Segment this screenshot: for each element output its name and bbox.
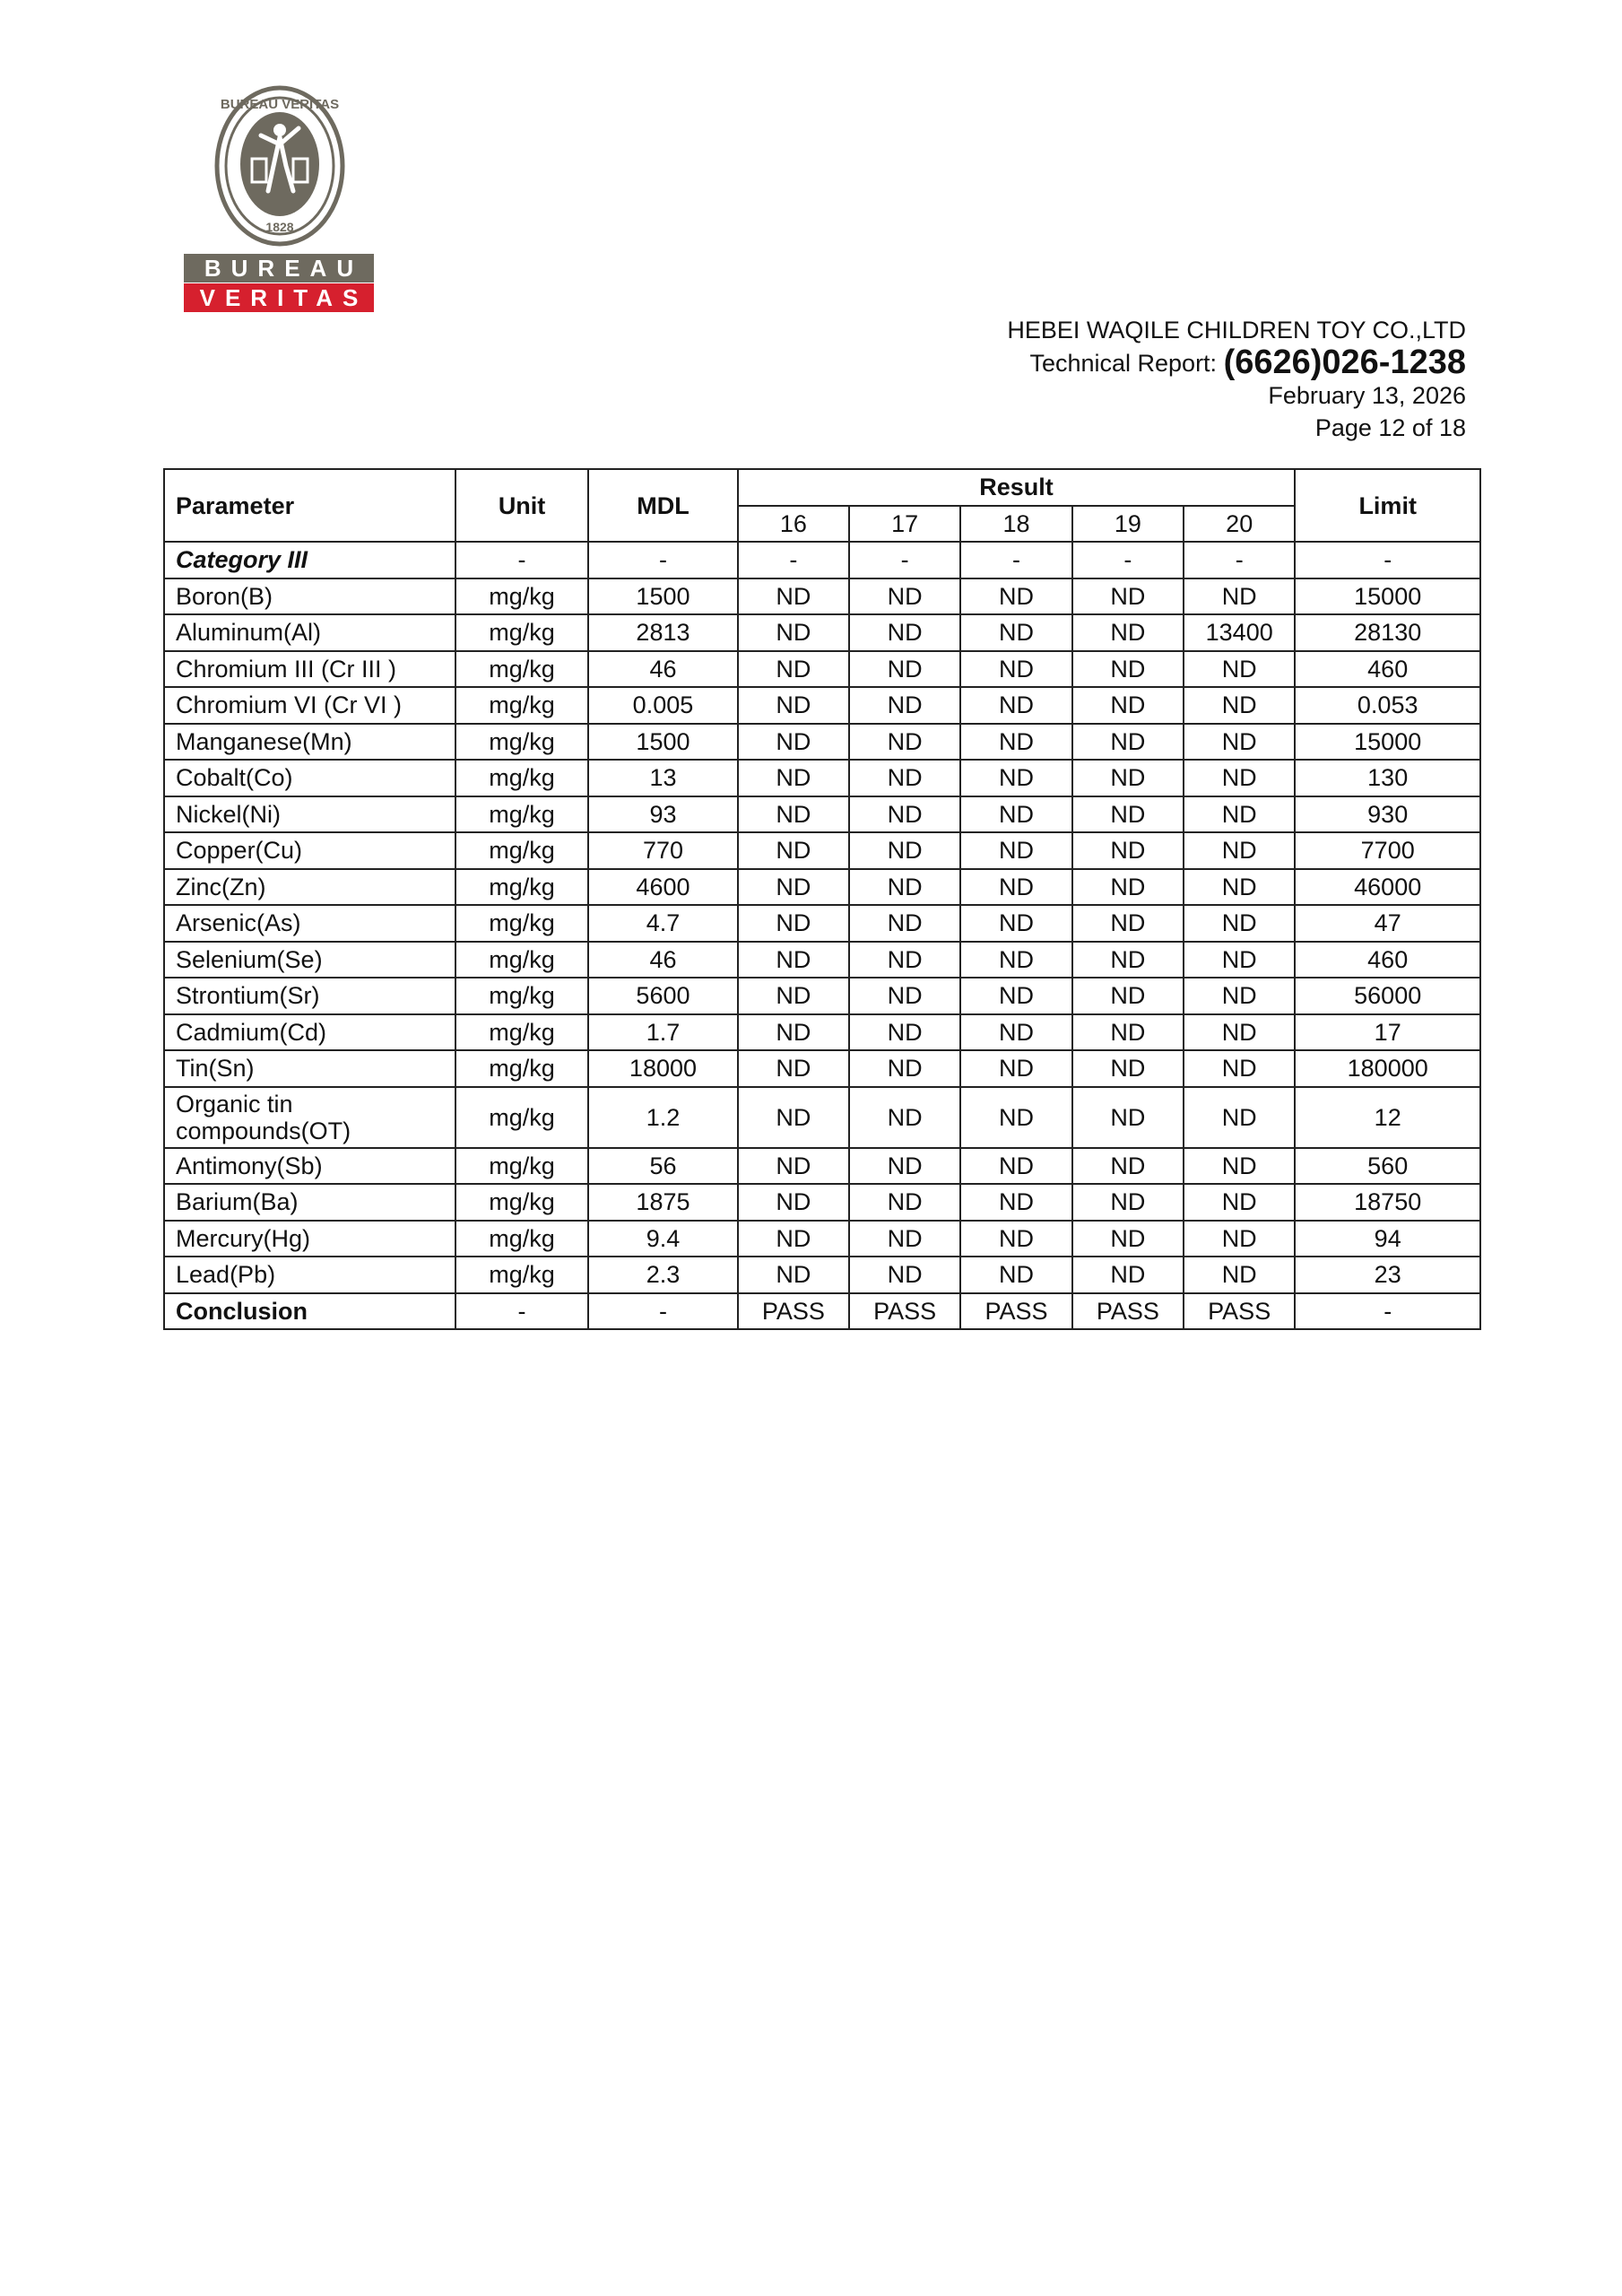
- result-cell: ND: [738, 1184, 849, 1221]
- result-cell: 13400: [1184, 614, 1295, 651]
- result-cell: ND: [738, 796, 849, 833]
- result-cell: ND: [960, 942, 1071, 978]
- parameter-cell: Antimony(Sb): [164, 1148, 455, 1185]
- mdl-cell: 1875: [588, 1184, 737, 1221]
- result-cell: ND: [738, 905, 849, 942]
- header-sample-17: 17: [849, 506, 960, 543]
- table-row: [164, 1014, 1480, 1051]
- result-cell: -: [738, 542, 849, 578]
- report-line: [1007, 346, 1466, 379]
- result-cell: ND: [1072, 1050, 1184, 1087]
- result-cell: ND: [738, 978, 849, 1014]
- parameter-cell: Manganese(Mn): [164, 724, 455, 761]
- result-cell: ND: [1184, 832, 1295, 869]
- header-sample-18: 18: [960, 506, 1071, 543]
- result-cell: ND: [1072, 1087, 1184, 1148]
- result-cell: ND: [960, 869, 1071, 906]
- parameter-cell: Aluminum(Al): [164, 614, 455, 651]
- result-cell: ND: [1184, 942, 1295, 978]
- result-cell: ND: [960, 832, 1071, 869]
- result-cell: PASS: [1184, 1293, 1295, 1330]
- unit-cell: mg/kg: [455, 1221, 588, 1257]
- table-row: [164, 796, 1480, 833]
- table-row: [164, 1293, 1480, 1330]
- table-row: [164, 760, 1480, 796]
- report-number: (6626)026-1238: [1223, 344, 1466, 381]
- result-cell: ND: [960, 1014, 1071, 1051]
- result-cell: ND: [849, 760, 960, 796]
- result-cell: ND: [1184, 1257, 1295, 1293]
- mdl-cell: 18000: [588, 1050, 737, 1087]
- parameter-cell: Chromium III (Cr III ): [164, 651, 455, 688]
- result-cell: ND: [1184, 1221, 1295, 1257]
- result-cell: ND: [960, 1050, 1071, 1087]
- mdl-cell: -: [588, 542, 737, 578]
- unit-cell: mg/kg: [455, 905, 588, 942]
- result-cell: ND: [1072, 1221, 1184, 1257]
- header-mdl: MDL: [588, 469, 737, 542]
- result-cell: ND: [849, 978, 960, 1014]
- result-cell: ND: [738, 869, 849, 906]
- table-row: [164, 614, 1480, 651]
- parameter-cell: Copper(Cu): [164, 832, 455, 869]
- unit-cell: mg/kg: [455, 1087, 588, 1148]
- result-cell: ND: [1072, 942, 1184, 978]
- parameter-cell: Strontium(Sr): [164, 978, 455, 1014]
- result-cell: ND: [1072, 687, 1184, 724]
- result-cell: ND: [1184, 1014, 1295, 1051]
- limit-cell: 180000: [1295, 1050, 1480, 1087]
- result-cell: ND: [738, 1014, 849, 1051]
- result-cell: ND: [960, 796, 1071, 833]
- result-cell: ND: [1072, 796, 1184, 833]
- unit-cell: mg/kg: [455, 1184, 588, 1221]
- unit-cell: mg/kg: [455, 760, 588, 796]
- report-header: [1007, 314, 1466, 444]
- limit-cell: 12: [1295, 1087, 1480, 1148]
- result-cell: ND: [738, 1221, 849, 1257]
- mdl-cell: 4.7: [588, 905, 737, 942]
- result-cell: ND: [849, 578, 960, 615]
- mdl-cell: 13: [588, 760, 737, 796]
- header-parameter: Parameter: [164, 469, 455, 542]
- result-cell: ND: [960, 1148, 1071, 1185]
- limit-cell: 56000: [1295, 978, 1480, 1014]
- unit-cell: mg/kg: [455, 942, 588, 978]
- result-cell: ND: [738, 832, 849, 869]
- mdl-cell: 9.4: [588, 1221, 737, 1257]
- bureau-veritas-logo: [184, 85, 374, 312]
- limit-cell: 46000: [1295, 869, 1480, 906]
- unit-cell: mg/kg: [455, 614, 588, 651]
- result-cell: -: [960, 542, 1071, 578]
- bureau-veritas-seal-icon: [214, 85, 345, 247]
- table-row: [164, 542, 1480, 578]
- result-cell: ND: [738, 1148, 849, 1185]
- header-limit: Limit: [1295, 469, 1480, 542]
- table-row: [164, 869, 1480, 906]
- result-cell: ND: [960, 687, 1071, 724]
- result-cell: ND: [960, 614, 1071, 651]
- result-cell: -: [849, 542, 960, 578]
- limit-cell: 0.053: [1295, 687, 1480, 724]
- result-cell: PASS: [849, 1293, 960, 1330]
- report-label: Technical Report:: [1029, 350, 1224, 377]
- table-row: [164, 832, 1480, 869]
- report-date: February 13, 2026: [1268, 382, 1466, 409]
- result-cell: ND: [1072, 1184, 1184, 1221]
- result-cell: ND: [738, 687, 849, 724]
- header-sample-20: 20: [1184, 506, 1295, 543]
- result-cell: ND: [960, 651, 1071, 688]
- limit-cell: 930: [1295, 796, 1480, 833]
- parameter-cell: Organic tin compounds(OT): [164, 1087, 455, 1148]
- header-sample-16: 16: [738, 506, 849, 543]
- table-row: [164, 942, 1480, 978]
- result-cell: ND: [849, 905, 960, 942]
- parameter-cell: Conclusion: [164, 1293, 455, 1330]
- result-cell: ND: [849, 724, 960, 761]
- limit-cell: 94: [1295, 1221, 1480, 1257]
- unit-cell: -: [455, 542, 588, 578]
- table-row: [164, 687, 1480, 724]
- result-cell: ND: [738, 942, 849, 978]
- mdl-cell: 56: [588, 1148, 737, 1185]
- result-cell: ND: [849, 1148, 960, 1185]
- result-cell: ND: [738, 1087, 849, 1148]
- unit-cell: mg/kg: [455, 796, 588, 833]
- result-cell: ND: [1184, 687, 1295, 724]
- result-cell: ND: [849, 1050, 960, 1087]
- seal-top-text: BUREAU VERITAS: [220, 97, 340, 112]
- result-cell: ND: [1072, 1148, 1184, 1185]
- result-cell: PASS: [738, 1293, 849, 1330]
- limit-cell: 18750: [1295, 1184, 1480, 1221]
- table-row: [164, 1148, 1480, 1185]
- parameter-cell: Tin(Sn): [164, 1050, 455, 1087]
- result-cell: ND: [1072, 760, 1184, 796]
- result-cell: ND: [738, 614, 849, 651]
- result-cell: ND: [849, 1221, 960, 1257]
- parameter-cell: Cadmium(Cd): [164, 1014, 455, 1051]
- seal-year: 1828: [265, 220, 294, 234]
- result-cell: ND: [1184, 978, 1295, 1014]
- result-cell: ND: [1184, 905, 1295, 942]
- result-cell: ND: [1072, 1257, 1184, 1293]
- result-cell: ND: [1184, 1087, 1295, 1148]
- result-cell: ND: [1184, 869, 1295, 906]
- result-cell: ND: [1184, 1184, 1295, 1221]
- limit-cell: 460: [1295, 651, 1480, 688]
- limit-cell: 23: [1295, 1257, 1480, 1293]
- result-cell: ND: [960, 760, 1071, 796]
- header-unit: Unit: [455, 469, 588, 542]
- result-cell: ND: [738, 760, 849, 796]
- result-cell: ND: [960, 1221, 1071, 1257]
- results-table-body: [164, 542, 1480, 1329]
- mdl-cell: 0.005: [588, 687, 737, 724]
- parameter-cell: Boron(B): [164, 578, 455, 615]
- result-cell: ND: [1072, 905, 1184, 942]
- parameter-cell: Mercury(Hg): [164, 1221, 455, 1257]
- unit-cell: mg/kg: [455, 869, 588, 906]
- result-cell: ND: [738, 651, 849, 688]
- company-name: HEBEI WAQILE CHILDREN TOY CO.,LTD: [1007, 317, 1466, 344]
- limit-cell: 15000: [1295, 724, 1480, 761]
- limit-cell: -: [1295, 542, 1480, 578]
- result-cell: ND: [1184, 724, 1295, 761]
- limit-cell: 15000: [1295, 578, 1480, 615]
- result-cell: ND: [1184, 651, 1295, 688]
- parameter-cell: Arsenic(As): [164, 905, 455, 942]
- logo-word-bottom: VERITAS: [184, 283, 374, 312]
- result-cell: ND: [849, 832, 960, 869]
- mdl-cell: 1.7: [588, 1014, 737, 1051]
- result-cell: ND: [1072, 578, 1184, 615]
- result-cell: ND: [1072, 1014, 1184, 1051]
- unit-cell: mg/kg: [455, 1148, 588, 1185]
- result-cell: ND: [1072, 832, 1184, 869]
- parameter-cell: Category III: [164, 542, 455, 578]
- limit-cell: 47: [1295, 905, 1480, 942]
- unit-cell: mg/kg: [455, 687, 588, 724]
- limit-cell: 560: [1295, 1148, 1480, 1185]
- results-table: [163, 468, 1481, 1330]
- mdl-cell: 4600: [588, 869, 737, 906]
- result-cell: ND: [738, 578, 849, 615]
- parameter-cell: Chromium VI (Cr VI ): [164, 687, 455, 724]
- result-cell: PASS: [960, 1293, 1071, 1330]
- result-cell: ND: [1184, 1148, 1295, 1185]
- result-cell: ND: [738, 1257, 849, 1293]
- table-row: [164, 978, 1480, 1014]
- limit-cell: 17: [1295, 1014, 1480, 1051]
- unit-cell: -: [455, 1293, 588, 1330]
- result-cell: ND: [1072, 978, 1184, 1014]
- result-cell: ND: [849, 1257, 960, 1293]
- unit-cell: mg/kg: [455, 1014, 588, 1051]
- result-cell: ND: [1072, 651, 1184, 688]
- page-number: Page 12 of 18: [1314, 414, 1466, 441]
- logo-wordmark: [184, 254, 374, 312]
- result-cell: ND: [849, 1014, 960, 1051]
- result-cell: ND: [1184, 1050, 1295, 1087]
- result-cell: ND: [849, 869, 960, 906]
- mdl-cell: -: [588, 1293, 737, 1330]
- result-cell: ND: [1072, 869, 1184, 906]
- mdl-cell: 46: [588, 651, 737, 688]
- result-cell: ND: [960, 1257, 1071, 1293]
- mdl-cell: 1500: [588, 724, 737, 761]
- mdl-cell: 5600: [588, 978, 737, 1014]
- result-cell: ND: [849, 796, 960, 833]
- mdl-cell: 93: [588, 796, 737, 833]
- mdl-cell: 2.3: [588, 1257, 737, 1293]
- unit-cell: mg/kg: [455, 978, 588, 1014]
- result-cell: ND: [849, 651, 960, 688]
- limit-cell: 28130: [1295, 614, 1480, 651]
- mdl-cell: 1.2: [588, 1087, 737, 1148]
- result-cell: ND: [849, 1184, 960, 1221]
- table-row: [164, 651, 1480, 688]
- mdl-cell: 1500: [588, 578, 737, 615]
- result-cell: ND: [1184, 796, 1295, 833]
- table-row: [164, 1221, 1480, 1257]
- header-result: Result: [738, 469, 1296, 506]
- unit-cell: mg/kg: [455, 651, 588, 688]
- parameter-cell: Nickel(Ni): [164, 796, 455, 833]
- mdl-cell: 2813: [588, 614, 737, 651]
- unit-cell: mg/kg: [455, 832, 588, 869]
- limit-cell: 7700: [1295, 832, 1480, 869]
- result-cell: PASS: [1072, 1293, 1184, 1330]
- unit-cell: mg/kg: [455, 1050, 588, 1087]
- result-cell: -: [1072, 542, 1184, 578]
- limit-cell: 130: [1295, 760, 1480, 796]
- table-row: [164, 905, 1480, 942]
- header-sample-19: 19: [1072, 506, 1184, 543]
- result-cell: ND: [960, 578, 1071, 615]
- table-row: [164, 724, 1480, 761]
- limit-cell: 460: [1295, 942, 1480, 978]
- mdl-cell: 46: [588, 942, 737, 978]
- result-cell: ND: [960, 905, 1071, 942]
- table-row: [164, 1087, 1480, 1148]
- result-cell: ND: [849, 942, 960, 978]
- limit-cell: -: [1295, 1293, 1480, 1330]
- parameter-cell: Selenium(Se): [164, 942, 455, 978]
- unit-cell: mg/kg: [455, 1257, 588, 1293]
- result-cell: ND: [738, 724, 849, 761]
- parameter-cell: Zinc(Zn): [164, 869, 455, 906]
- result-cell: ND: [1184, 760, 1295, 796]
- result-cell: ND: [1184, 578, 1295, 615]
- result-cell: ND: [960, 978, 1071, 1014]
- result-cell: ND: [849, 687, 960, 724]
- unit-cell: mg/kg: [455, 578, 588, 615]
- result-cell: ND: [738, 1050, 849, 1087]
- parameter-cell: Barium(Ba): [164, 1184, 455, 1221]
- result-cell: ND: [849, 614, 960, 651]
- result-cell: ND: [849, 1087, 960, 1148]
- parameter-cell: Cobalt(Co): [164, 760, 455, 796]
- parameter-cell: Lead(Pb): [164, 1257, 455, 1293]
- table-row: [164, 1050, 1480, 1087]
- result-cell: -: [1184, 542, 1295, 578]
- result-cell: ND: [1072, 614, 1184, 651]
- table-row: [164, 1257, 1480, 1293]
- result-cell: ND: [960, 1184, 1071, 1221]
- result-cell: ND: [960, 724, 1071, 761]
- table-row: [164, 578, 1480, 615]
- result-cell: ND: [1072, 724, 1184, 761]
- mdl-cell: 770: [588, 832, 737, 869]
- result-cell: ND: [960, 1087, 1071, 1148]
- logo-word-top: BUREAU: [184, 254, 374, 283]
- table-row: [164, 1184, 1480, 1221]
- unit-cell: mg/kg: [455, 724, 588, 761]
